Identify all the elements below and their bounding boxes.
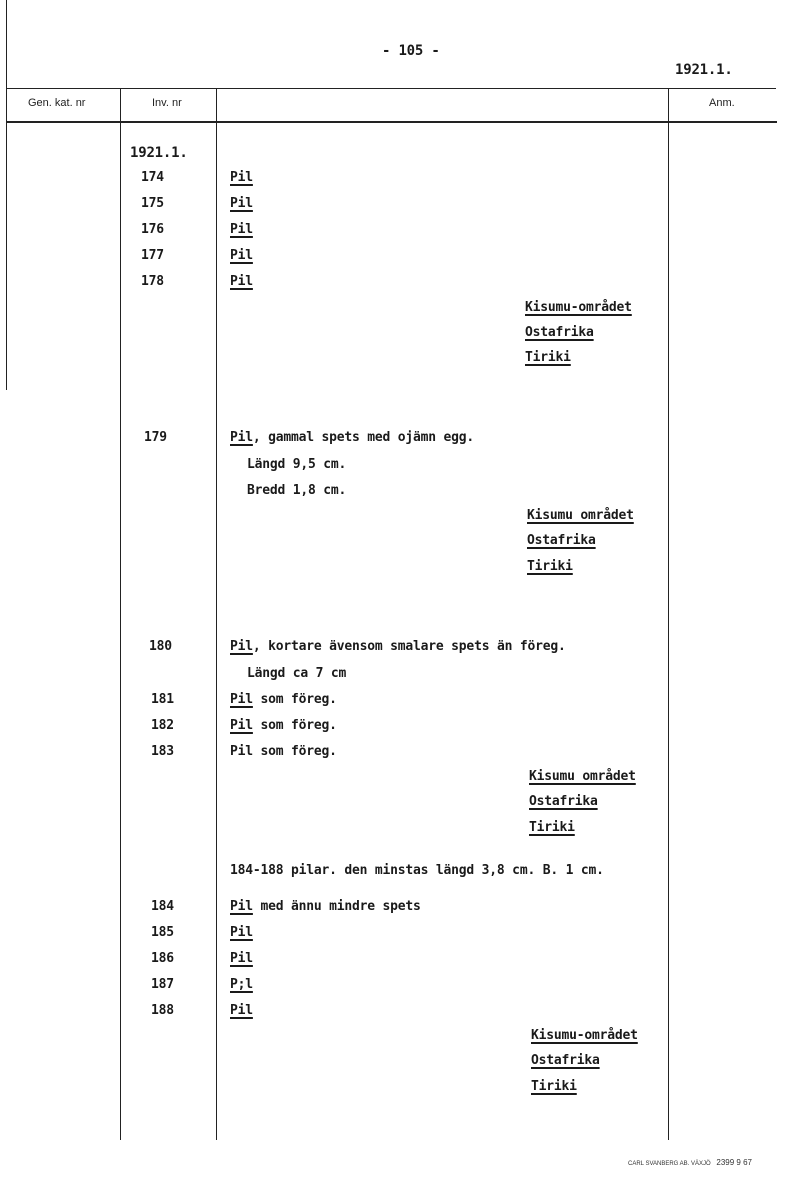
inv-nr-185: 185 <box>151 925 174 940</box>
entry-181-desc: som föreg. <box>252 692 337 707</box>
inv-nr-174: 174 <box>141 170 164 185</box>
location-4-tribe: Tiriki <box>531 1079 577 1094</box>
location-2-area: Kisumu området <box>527 508 634 523</box>
entry-181-title: Pil <box>230 692 253 707</box>
header-top-rule <box>6 88 776 89</box>
column-header-anm: Anm. <box>709 97 735 109</box>
entry-182-title: Pil <box>230 718 253 733</box>
location-2-tribe: Tiriki <box>527 559 573 574</box>
entry-180-desc: , kortare ävensom smalare spets än föreg. <box>252 639 566 654</box>
location-1-area: Kisumu-området <box>525 300 632 315</box>
entry-185-text: Pil <box>230 925 253 940</box>
left-margin-line <box>6 0 7 390</box>
location-4-region: Ostafrika <box>531 1053 600 1068</box>
entry-179-width: Bredd 1,8 cm. <box>247 483 347 498</box>
entry-179-length: Längd 9,5 cm. <box>247 457 347 472</box>
entry-180-length: Längd ca 7 cm <box>247 666 347 681</box>
entry-176-text: Pil <box>230 222 253 237</box>
header-bottom-rule <box>6 121 777 123</box>
location-3-area: Kisumu området <box>529 769 636 784</box>
entry-188-text: Pil <box>230 1003 253 1018</box>
location-1-tribe: Tiriki <box>525 350 571 365</box>
entry-178-text: Pil <box>230 274 253 289</box>
entry-174-text: Pil <box>230 170 253 185</box>
printer-name: CARL SVANBERG AB. VÄXJÖ <box>628 1161 711 1167</box>
inv-nr-179: 179 <box>144 430 167 445</box>
inv-nr-176: 176 <box>141 222 164 237</box>
inv-nr-175: 175 <box>141 196 164 211</box>
inv-nr-186: 186 <box>151 951 174 966</box>
entry-179-title: Pil <box>230 430 253 445</box>
column-header-gen-kat: Gen. kat. nr <box>28 97 86 109</box>
entry-184-desc: med ännu mindre spets <box>252 899 421 914</box>
range-note: 184-188 pilar. den minstas längd 3,8 cm. B. 1 cm. <box>230 863 604 878</box>
inv-nr-183: 183 <box>151 744 174 759</box>
entry-179-line <box>230 430 474 445</box>
page-number: - 105 - <box>382 43 440 59</box>
entry-175-text: Pil <box>230 196 253 211</box>
inv-nr-182: 182 <box>151 718 174 733</box>
location-3-tribe: Tiriki <box>529 820 575 835</box>
inv-nr-188: 188 <box>151 1003 174 1018</box>
inv-nr-177: 177 <box>141 248 164 263</box>
column-divider-1 <box>120 88 121 1140</box>
entry-182-desc: som föreg. <box>252 718 337 733</box>
entry-177-text: Pil <box>230 248 253 263</box>
entry-186-text: Pil <box>230 951 253 966</box>
location-2-region: Ostafrika <box>527 533 596 548</box>
entry-180-line <box>230 639 566 654</box>
catalog-id-header: 1921.1. <box>675 62 733 78</box>
location-1-region: Ostafrika <box>525 325 594 340</box>
inv-nr-187: 187 <box>151 977 174 992</box>
entry-184-line <box>230 899 421 914</box>
location-3-region: Ostafrika <box>529 794 598 809</box>
entry-182-line <box>230 718 337 733</box>
group-label: 1921.1. <box>130 145 188 161</box>
location-4-area: Kisumu-området <box>531 1028 638 1043</box>
column-divider-3 <box>668 88 669 1140</box>
entry-180-title: Pil <box>230 639 253 654</box>
form-code: 2399 9 67 <box>716 1158 752 1167</box>
entry-183-text: Pil som föreg. <box>230 744 337 759</box>
inv-nr-180: 180 <box>149 639 172 654</box>
inv-nr-181: 181 <box>151 692 174 707</box>
column-divider-2 <box>216 88 217 1140</box>
entry-181-line <box>230 692 337 707</box>
inv-nr-184: 184 <box>151 899 174 914</box>
entry-184-title: Pil <box>230 899 253 914</box>
inv-nr-178: 178 <box>141 274 164 289</box>
entry-187-text: P;l <box>230 977 253 992</box>
column-header-inv: Inv. nr <box>152 97 182 109</box>
entry-179-desc: , gammal spets med ojämn egg. <box>252 430 475 445</box>
printer-imprint <box>628 1158 752 1167</box>
